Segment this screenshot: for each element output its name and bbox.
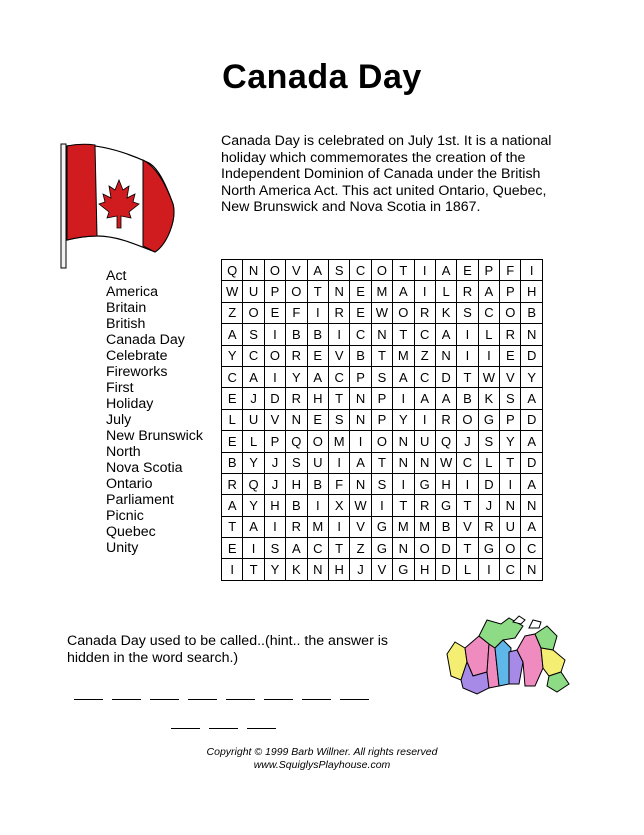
- grid-cell: S: [329, 410, 350, 431]
- grid-cell: M: [393, 517, 414, 538]
- grid-cell: G: [436, 495, 457, 516]
- grid-cell: R: [415, 495, 436, 516]
- answer-blank: [264, 698, 293, 700]
- grid-cell: N: [415, 453, 436, 474]
- grid-cell: I: [415, 410, 436, 431]
- grid-cell: I: [457, 346, 478, 367]
- grid-cell: T: [393, 260, 414, 281]
- grid-cell: M: [393, 346, 414, 367]
- grid-cell: A: [243, 367, 264, 388]
- grid-cell: C: [479, 303, 500, 324]
- grid-cell: I: [457, 474, 478, 495]
- grid-cell: U: [243, 410, 264, 431]
- grid-cell: T: [457, 367, 478, 388]
- grid-cell: I: [329, 453, 350, 474]
- grid-cell: I: [479, 346, 500, 367]
- grid-cell: E: [265, 303, 286, 324]
- word-list-item: Picnic: [106, 508, 144, 524]
- grid-cell: Y: [243, 453, 264, 474]
- grid-cell: A: [222, 495, 243, 516]
- question-text: Canada Day used to be called..(hint.. the answer is hidden in the word search.): [67, 633, 388, 666]
- grid-cell: Y: [222, 346, 243, 367]
- grid-cell: S: [457, 303, 478, 324]
- grid-cell: C: [415, 367, 436, 388]
- grid-cell: C: [243, 346, 264, 367]
- grid-cell: S: [372, 367, 393, 388]
- grid-cell: F: [500, 260, 521, 281]
- grid-cell: Y: [393, 410, 414, 431]
- grid-cell: D: [521, 346, 542, 367]
- grid-cell: S: [372, 474, 393, 495]
- grid-cell: I: [265, 367, 286, 388]
- grid-cell: A: [436, 260, 457, 281]
- grid-cell: H: [265, 495, 286, 516]
- grid-cell: A: [393, 367, 414, 388]
- grid-cell: A: [415, 388, 436, 409]
- answer-blank: [247, 727, 276, 729]
- website-text: www.SquiglysPlayhouse.com: [253, 759, 391, 771]
- grid-cell: P: [372, 410, 393, 431]
- word-list-item: Parliament: [106, 492, 174, 508]
- grid-cell: I: [500, 474, 521, 495]
- grid-cell: R: [286, 346, 307, 367]
- grid-cell: T: [329, 538, 350, 559]
- grid-cell: L: [479, 453, 500, 474]
- copyright-text: Copyright © 1999 Barb Willner. All rights reserved: [206, 746, 438, 758]
- grid-cell: O: [372, 431, 393, 452]
- grid-cell: N: [521, 324, 542, 345]
- grid-cell: C: [308, 538, 329, 559]
- answer-blank: [209, 727, 238, 729]
- grid-cell: E: [350, 281, 371, 302]
- grid-cell: W: [436, 453, 457, 474]
- grid-cell: S: [265, 538, 286, 559]
- grid-cell: Q: [222, 260, 243, 281]
- grid-cell: T: [500, 453, 521, 474]
- grid-cell: B: [308, 474, 329, 495]
- grid-cell: T: [393, 324, 414, 345]
- grid-cell: H: [286, 474, 307, 495]
- grid-cell: E: [457, 260, 478, 281]
- grid-cell: B: [521, 303, 542, 324]
- word-list-item: July: [106, 412, 132, 428]
- grid-cell: D: [265, 388, 286, 409]
- grid-cell: V: [372, 559, 393, 580]
- grid-cell: P: [500, 281, 521, 302]
- grid-cell: D: [436, 538, 457, 559]
- grid-cell: J: [265, 453, 286, 474]
- grid-cell: B: [350, 346, 371, 367]
- grid-cell: C: [329, 367, 350, 388]
- grid-cell: Y: [286, 367, 307, 388]
- grid-cell: Z: [222, 303, 243, 324]
- word-list-item: Celebrate: [106, 348, 168, 364]
- canada-map-icon: [443, 614, 573, 704]
- grid-cell: D: [436, 559, 457, 580]
- answer-blank: [74, 698, 103, 700]
- grid-cell: A: [308, 367, 329, 388]
- grid-cell: J: [243, 388, 264, 409]
- word-list-item: Fireworks: [106, 364, 168, 380]
- grid-cell: T: [393, 495, 414, 516]
- grid-cell: O: [393, 303, 414, 324]
- word-list-item: Ontario: [106, 476, 153, 492]
- grid-cell: C: [500, 559, 521, 580]
- grid-cell: D: [436, 367, 457, 388]
- grid-cell: K: [479, 388, 500, 409]
- grid-cell: S: [286, 453, 307, 474]
- grid-cell: G: [393, 559, 414, 580]
- grid-cell: A: [521, 517, 542, 538]
- grid-cell: U: [308, 453, 329, 474]
- grid-cell: A: [308, 260, 329, 281]
- answer-blank: [226, 698, 255, 700]
- grid-cell: I: [415, 281, 436, 302]
- grid-cell: P: [372, 388, 393, 409]
- grid-cell: A: [222, 324, 243, 345]
- grid-cell: Q: [436, 431, 457, 452]
- grid-cell: N: [521, 495, 542, 516]
- grid-cell: H: [521, 281, 542, 302]
- grid-cell: N: [372, 324, 393, 345]
- grid-cell: J: [265, 474, 286, 495]
- grid-cell: D: [479, 474, 500, 495]
- grid-cell: P: [500, 410, 521, 431]
- grid-cell: Q: [243, 474, 264, 495]
- grid-cell: P: [265, 431, 286, 452]
- answer-blanks-line-2: [171, 727, 276, 729]
- grid-cell: V: [500, 367, 521, 388]
- grid-cell: B: [286, 495, 307, 516]
- grid-cell: A: [350, 453, 371, 474]
- grid-cell: N: [243, 260, 264, 281]
- grid-cell: I: [265, 517, 286, 538]
- word-list-item: Act: [106, 268, 127, 284]
- grid-cell: R: [500, 324, 521, 345]
- grid-cell: I: [372, 495, 393, 516]
- grid-cell: C: [457, 453, 478, 474]
- grid-cell: A: [436, 388, 457, 409]
- grid-cell: I: [329, 324, 350, 345]
- grid-cell: L: [457, 559, 478, 580]
- grid-cell: N: [350, 474, 371, 495]
- grid-cell: Y: [500, 431, 521, 452]
- grid-cell: I: [329, 517, 350, 538]
- answer-blank: [112, 698, 141, 700]
- grid-cell: U: [243, 281, 264, 302]
- grid-cell: G: [479, 538, 500, 559]
- grid-cell: M: [372, 281, 393, 302]
- grid-cell: N: [393, 431, 414, 452]
- grid-cell: I: [393, 474, 414, 495]
- grid-cell: W: [479, 367, 500, 388]
- grid-cell: E: [350, 303, 371, 324]
- grid-cell: O: [372, 260, 393, 281]
- grid-cell: I: [415, 260, 436, 281]
- word-list-item: British: [106, 316, 146, 332]
- grid-cell: N: [393, 538, 414, 559]
- word-list-item: Canada Day: [106, 332, 185, 348]
- grid-cell: R: [436, 410, 457, 431]
- grid-cell: N: [500, 495, 521, 516]
- grid-cell: R: [222, 474, 243, 495]
- grid-cell: H: [329, 559, 350, 580]
- grid-cell: M: [308, 517, 329, 538]
- answer-blank: [150, 698, 179, 700]
- page-title: Canada Day: [222, 58, 422, 96]
- grid-cell: R: [286, 517, 307, 538]
- grid-cell: T: [308, 281, 329, 302]
- grid-cell: O: [415, 538, 436, 559]
- grid-cell: M: [415, 517, 436, 538]
- answer-blank: [188, 698, 217, 700]
- grid-cell: W: [372, 303, 393, 324]
- grid-cell: Y: [243, 495, 264, 516]
- grid-cell: P: [265, 281, 286, 302]
- grid-cell: Y: [265, 559, 286, 580]
- grid-cell: A: [286, 538, 307, 559]
- grid-cell: F: [329, 474, 350, 495]
- word-list: [106, 268, 203, 556]
- grid-cell: R: [479, 517, 500, 538]
- grid-cell: E: [222, 431, 243, 452]
- grid-cell: X: [329, 495, 350, 516]
- grid-cell: W: [222, 281, 243, 302]
- grid-cell: B: [436, 517, 457, 538]
- grid-cell: L: [479, 324, 500, 345]
- grid-cell: G: [372, 517, 393, 538]
- grid-cell: I: [457, 324, 478, 345]
- grid-cell: Z: [415, 346, 436, 367]
- grid-cell: Z: [350, 538, 371, 559]
- grid-cell: C: [350, 260, 371, 281]
- grid-cell: V: [350, 517, 371, 538]
- grid-cell: I: [308, 303, 329, 324]
- grid-cell: A: [436, 324, 457, 345]
- grid-cell: R: [329, 303, 350, 324]
- grid-cell: V: [457, 517, 478, 538]
- grid-cell: U: [415, 431, 436, 452]
- grid-cell: H: [436, 474, 457, 495]
- grid-cell: I: [521, 260, 542, 281]
- grid-cell: B: [457, 388, 478, 409]
- grid-cell: E: [308, 346, 329, 367]
- grid-cell: B: [308, 324, 329, 345]
- grid-cell: N: [393, 453, 414, 474]
- word-list-item: Britain: [106, 300, 147, 316]
- grid-cell: O: [286, 281, 307, 302]
- grid-cell: M: [329, 431, 350, 452]
- grid-cell: E: [308, 410, 329, 431]
- grid-cell: N: [436, 346, 457, 367]
- grid-cell: S: [500, 388, 521, 409]
- grid-cell: A: [479, 281, 500, 302]
- grid-cell: S: [329, 260, 350, 281]
- footer: [0, 746, 644, 772]
- intro-paragraph: Canada Day is celebrated on July 1st. It is a national holiday which commemorates the creation of the Independent Dominion of Canada under the British North America Act. This act united Ontario, Quebec, New Brunswick and Nova Scotia in 1867.: [221, 133, 552, 216]
- grid-cell: B: [286, 324, 307, 345]
- grid-cell: N: [308, 559, 329, 580]
- grid-cell: I: [308, 495, 329, 516]
- grid-cell: T: [457, 538, 478, 559]
- grid-cell: T: [372, 346, 393, 367]
- grid-cell: L: [222, 410, 243, 431]
- grid-cell: R: [457, 281, 478, 302]
- grid-cell: A: [521, 474, 542, 495]
- grid-cell: G: [415, 474, 436, 495]
- grid-cell: C: [350, 324, 371, 345]
- grid-cell: V: [329, 346, 350, 367]
- grid-cell: G: [372, 538, 393, 559]
- grid-cell: R: [415, 303, 436, 324]
- grid-cell: O: [265, 260, 286, 281]
- grid-cell: G: [479, 410, 500, 431]
- grid-cell: S: [479, 431, 500, 452]
- grid-cell: H: [308, 388, 329, 409]
- grid-cell: A: [521, 431, 542, 452]
- grid-cell: I: [265, 324, 286, 345]
- word-list-item: Nova Scotia: [106, 460, 183, 476]
- word-list-item: North: [106, 444, 141, 460]
- grid-cell: R: [286, 388, 307, 409]
- grid-cell: P: [350, 367, 371, 388]
- word-list-item: America: [106, 284, 159, 300]
- grid-cell: K: [436, 303, 457, 324]
- grid-cell: Y: [521, 367, 542, 388]
- grid-cell: C: [222, 367, 243, 388]
- grid-cell: I: [479, 559, 500, 580]
- grid-cell: L: [243, 431, 264, 452]
- grid-cell: A: [521, 388, 542, 409]
- grid-cell: E: [222, 388, 243, 409]
- grid-cell: J: [457, 431, 478, 452]
- grid-cell: E: [500, 346, 521, 367]
- grid-cell: W: [350, 495, 371, 516]
- answer-blanks-line-1: [74, 698, 369, 700]
- grid-cell: J: [350, 559, 371, 580]
- answer-blank: [340, 698, 369, 700]
- grid-cell: U: [500, 517, 521, 538]
- grid-cell: N: [350, 410, 371, 431]
- grid-cell: K: [286, 559, 307, 580]
- grid-cell: P: [479, 260, 500, 281]
- grid-cell: N: [329, 281, 350, 302]
- answer-blank: [302, 698, 331, 700]
- word-list-item: Unity: [106, 540, 139, 556]
- grid-cell: S: [243, 324, 264, 345]
- canada-flag-icon: [55, 140, 175, 270]
- grid-cell: C: [521, 538, 542, 559]
- grid-cell: J: [479, 495, 500, 516]
- grid-cell: I: [222, 559, 243, 580]
- grid-cell: O: [265, 346, 286, 367]
- grid-cell: O: [457, 410, 478, 431]
- grid-cell: E: [222, 538, 243, 559]
- grid-cell: C: [415, 324, 436, 345]
- word-list-item: New Brunswick: [106, 428, 203, 444]
- word-list-item: Holiday: [106, 396, 154, 412]
- grid-cell: D: [521, 453, 542, 474]
- grid-cell: V: [265, 410, 286, 431]
- grid-cell: A: [393, 281, 414, 302]
- grid-cell: D: [521, 410, 542, 431]
- grid-cell: N: [286, 410, 307, 431]
- grid-cell: A: [243, 517, 264, 538]
- grid-cell: T: [372, 453, 393, 474]
- grid-cell: B: [222, 453, 243, 474]
- answer-blank: [171, 727, 200, 729]
- grid-cell: L: [436, 281, 457, 302]
- grid-cell: O: [500, 303, 521, 324]
- grid-cell: I: [350, 431, 371, 452]
- grid-cell: O: [243, 303, 264, 324]
- grid-cell: N: [521, 559, 542, 580]
- grid-cell: O: [308, 431, 329, 452]
- grid-cell: I: [393, 388, 414, 409]
- grid-cell: T: [222, 517, 243, 538]
- grid-cell: T: [457, 495, 478, 516]
- grid-cell: T: [329, 388, 350, 409]
- word-list-item: First: [106, 380, 134, 396]
- grid-cell: T: [243, 559, 264, 580]
- grid-cell: F: [286, 303, 307, 324]
- grid-cell: V: [286, 260, 307, 281]
- grid-cell: N: [350, 388, 371, 409]
- word-list-item: Quebec: [106, 524, 156, 540]
- grid-cell: Q: [286, 431, 307, 452]
- grid-cell: H: [415, 559, 436, 580]
- grid-cell: I: [243, 538, 264, 559]
- grid-cell: O: [500, 538, 521, 559]
- word-search-grid: [221, 259, 543, 581]
